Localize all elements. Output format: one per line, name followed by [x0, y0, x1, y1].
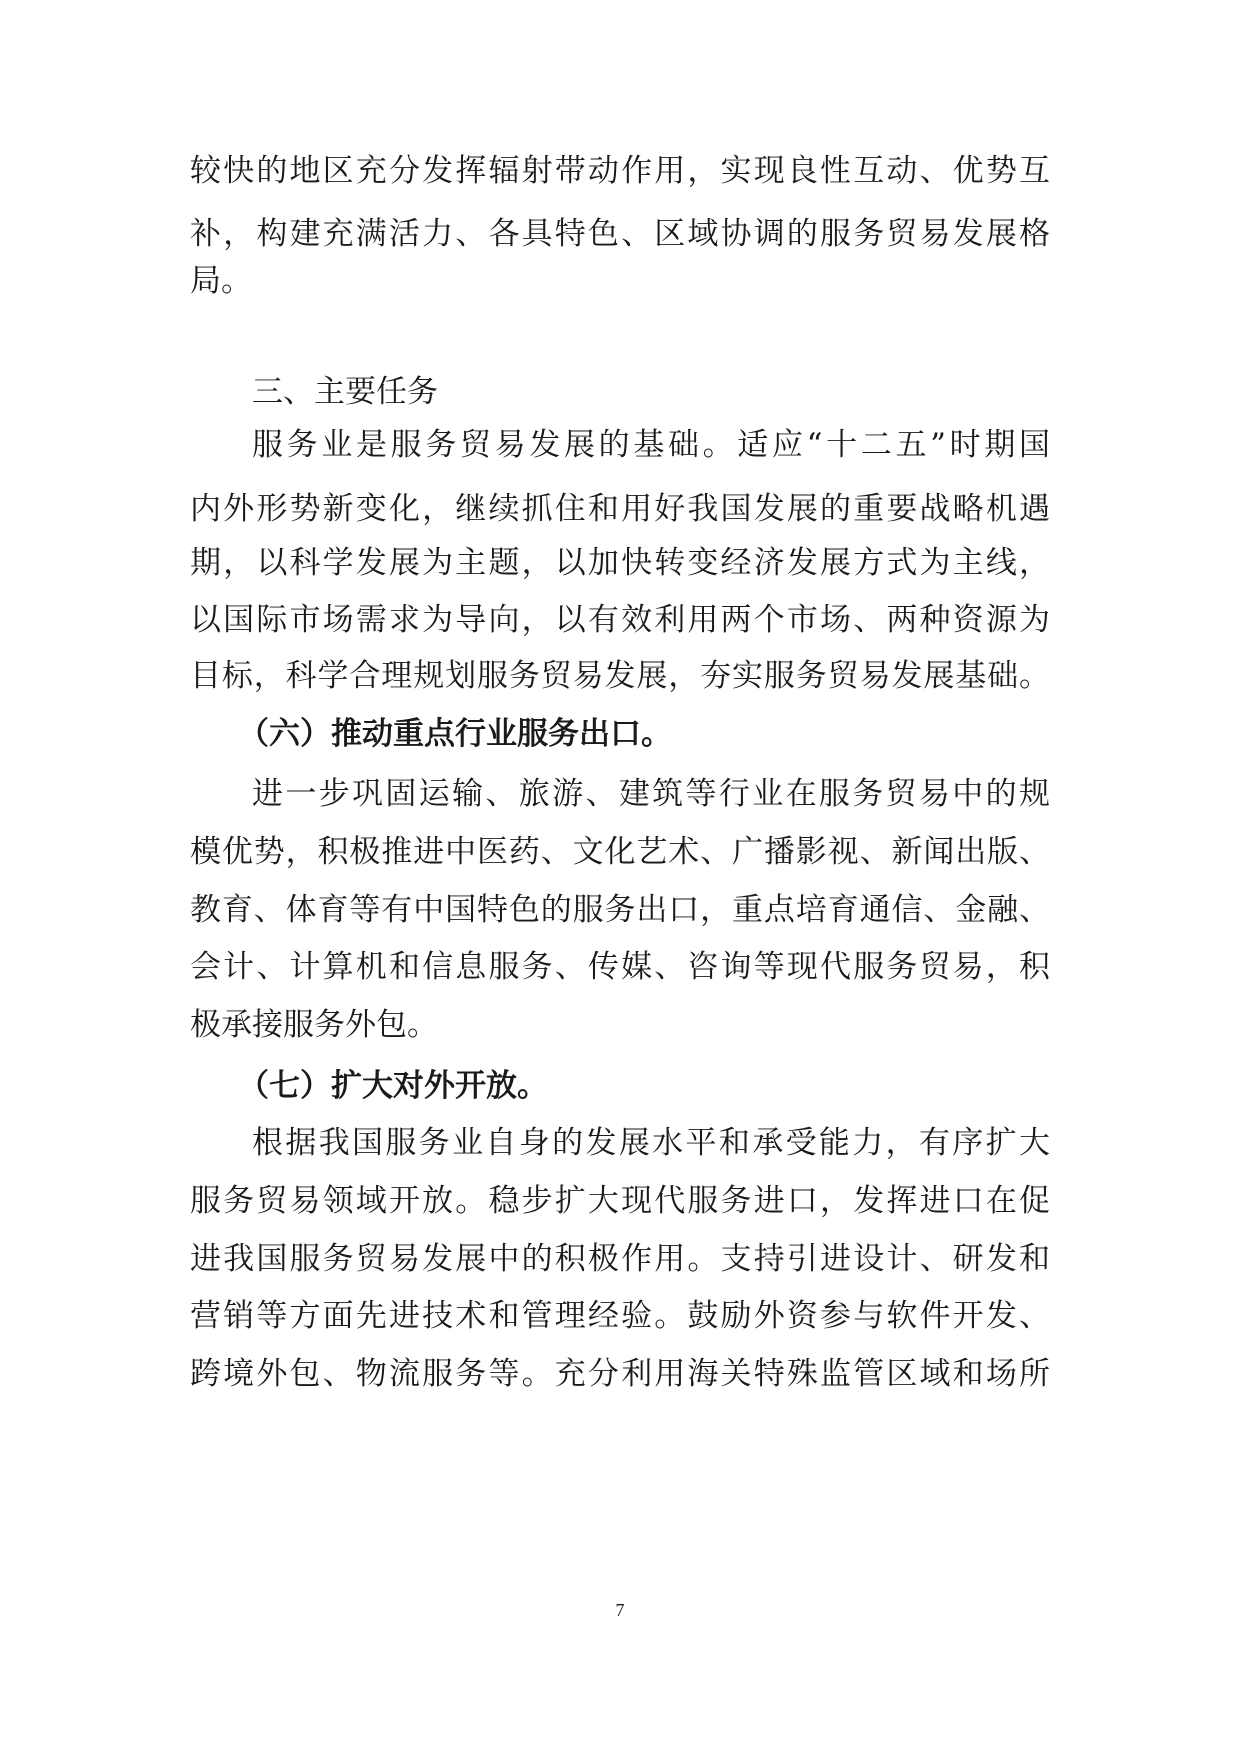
body-line-7: 期，以科学发展为主题，以加快转变经济发展方式为主线， — [190, 545, 1050, 581]
subsection-heading-6: （六）推动重点行业服务出口。 — [238, 716, 672, 752]
body-line-12: 模优势，积极推进中医药、文化艺术、广播影视、新闻出版、 — [190, 834, 1050, 870]
body-line-2: 补，构建充满活力、各具特色、区域协调的服务贸易发展格 — [190, 216, 1050, 252]
page-number: 7 — [615, 1600, 625, 1620]
body-line-6: 内外形势新变化，继续抓住和用好我国发展的重要战略机遇 — [190, 491, 1050, 527]
body-line-5: 服务业是服务贸易发展的基础。适应“十二五”时期国 — [252, 427, 1050, 463]
body-line-21: 跨境外包、物流服务等。充分利用海关特殊监管区域和场所 — [190, 1356, 1050, 1392]
body-line-18: 服务贸易领域开放。稳步扩大现代服务进口，发挥进口在促 — [190, 1183, 1050, 1219]
body-line-19: 进我国服务贸易发展中的积极作用。支持引进设计、研发和 — [190, 1241, 1050, 1277]
body-line-13: 教育、体育等有中国特色的服务出口，重点培育通信、金融、 — [190, 892, 1050, 928]
body-line-3: 局。 — [190, 263, 252, 299]
body-line-15: 极承接服务外包。 — [190, 1007, 438, 1043]
body-line-17: 根据我国服务业自身的发展水平和承受能力，有序扩大 — [252, 1125, 1050, 1161]
body-line-8: 以国际市场需求为导向，以有效利用两个市场、两种资源为 — [190, 602, 1050, 638]
body-line-9: 目标，科学合理规划服务贸易发展，夯实服务贸易发展基础。 — [190, 658, 1050, 694]
section-heading: 三、主要任务 — [252, 374, 438, 410]
body-line-14: 会计、计算机和信息服务、传媒、咨询等现代服务贸易，积 — [190, 949, 1050, 985]
body-line-11: 进一步巩固运输、旅游、建筑等行业在服务贸易中的规 — [252, 776, 1050, 812]
subsection-heading-7: （七）扩大对外开放。 — [238, 1068, 548, 1104]
body-line-20: 营销等方面先进技术和管理经验。鼓励外资参与软件开发、 — [190, 1298, 1050, 1334]
body-line-1: 较快的地区充分发挥辐射带动作用，实现良性互动、优势互 — [190, 153, 1050, 189]
